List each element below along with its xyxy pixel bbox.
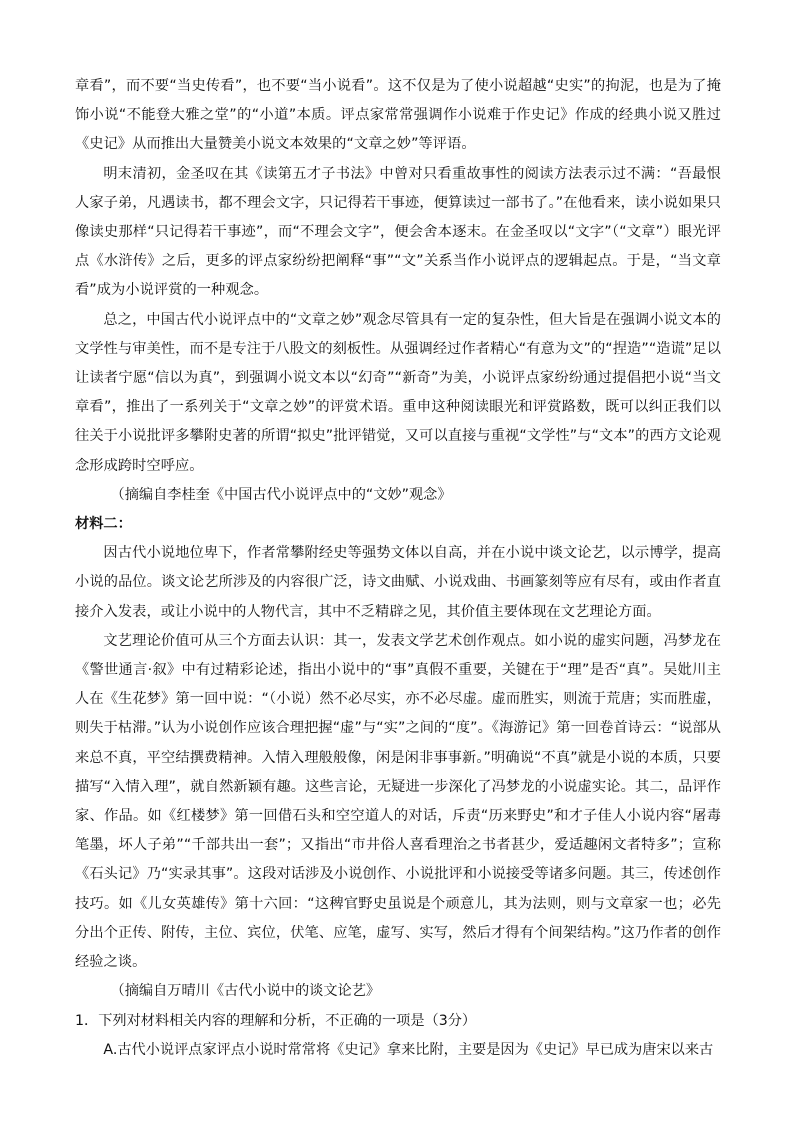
question-1: 1．下列对材料相关内容的理解和分析，不正确的一项是（3分） <box>75 1012 477 1029</box>
source-citation-2: （摘编自万晴川《古代小说中的谈文论艺》 <box>110 983 381 1000</box>
material-2-heading: 材料二： <box>75 516 132 533</box>
paragraph-3: 总之，中国古代小说评点中的“文章之妙”观念尽管具有一定的复杂性，但大旨是在强调小说文本的文学性与审美性，而不是专注于八股文的刻板性。从强调经过作者精心“有意为文”的“捏造”“造谎”足以让读者宁愿“信以为真”，到强调小说文本以“幻奇”“新奇”为美，小说评点家纷纷通过提倡把小说“当文章看”，推出了一系列关于“文章之妙”的评赏术语。重申这种阅读眼光和评赏路数，既可以纠正我们以往关于小说批评多攀附史著的所谓“拟史”批评错觉，又可以直接与重视“文学性”与“文本”的西方文论观念形成跨时空呼应。 <box>75 311 721 474</box>
paragraph-4: 因古代小说地位卑下，作者常攀附经史等强势文体以自高，并在小说中谈文论艺，以示博学，提高小说的品位。谈文论艺所涉及的内容很广泛，诗文曲赋、小说戏曲、书画篆刻等应有尽有，或由作者直接介入发表，或让小说中的人物代言，其中不乏精辟之见，其价值主要体现在文艺理论方面。 <box>75 545 721 620</box>
question-1-option-a: A.古代小说评点家评点小说时常常将《史记》拿来比附，主要是因为《史记》早已成为唐宋以来古 <box>103 1041 714 1058</box>
document-page <box>75 72 721 1065</box>
paragraph-1: 章看”，而不要“当史传看”，也不要“当小说看”。这不仅是为了使小说超越“史实”的拘泥，也是为了掩饰小说“不能登大雅之堂”的“小道”本质。评点家常常强调作小说难于作史记》作成的经典小说又胜过《史记》从而推出大量赞美小说文本效果的“文章之妙”等评语。 <box>75 78 721 153</box>
paragraph-5: 文艺理论价值可从三个方面去认识：其一，发表文学艺术创作观点。如小说的虚实问题，冯梦龙在《警世通言·叙》中有过精彩论述，指出小说中的“事”真假不重要，关键在于“理”是否“真”。吴妣川主人在《生花梦》第一回中说：“（小说）然不必尽实，亦不必尽虚。虚而胜实，则流于荒唐；实而胜虚，则失于枯滞。”认为小说创作应该合理把握“虚”与“实”之间的“度”。《海游记》第一回卷首诗云：“说部从来总不真，平空结撰费精神。入情入理般般像，闲是闲非事事新。”明确说“不真”就是小说的本质，只要描写“入情入理”，就自然新颖有趣。这些言论，无疑进一步深化了冯梦龙的小说虚实论。其二，品评作家、作品。如《红楼梦》第一回借石头和空空道人的对话，斥责“历来野史”和才子佳人小说内容“屠毒笔墨，坏人子弟”“千部共出一套”；又指出“市井俗人喜看理治之书者甚少，爱适趣闲文者特多”；宣称《石头记》乃“实录其事”。这段对话涉及小说创作、小说批评和小说接受等诸多问题。其三，传述创作技巧。如《儿女英雄传》第十六回：“这稗官野史虽说是个顽意儿，其为法则，则与文章家一也；必先分出个正传、附传，主位、宾位，伏笔、应笔，虚写、实写，然后才得有个间架结构。”这乃作者的创作经验之谈。 <box>75 632 721 971</box>
source-citation-1: （摘编自李桂奎《中国古代小说评点中的“文妙”观念》 <box>110 486 452 503</box>
paragraph-2: 明末清初，金圣叹在其《读第五才子书法》中曾对只看重故事性的阅读方法表示过不满：“吾最恨人家子弟，凡遇读书，都不理会文字，只记得若干事迹，便算读过一部书了。”在他看来，读小说如果只像读史那样“只记得若干事迹”，而“不理会文字”，便会舍本逐末。在金圣叹以“文字”（“文章”）眼光评点《水浒传》之后，更多的评点家纷纷把阐释“事”“文”关系当作小说评点的逻辑起点。于是，“当文章看”成为小说评赏的一种观念。 <box>75 165 721 299</box>
